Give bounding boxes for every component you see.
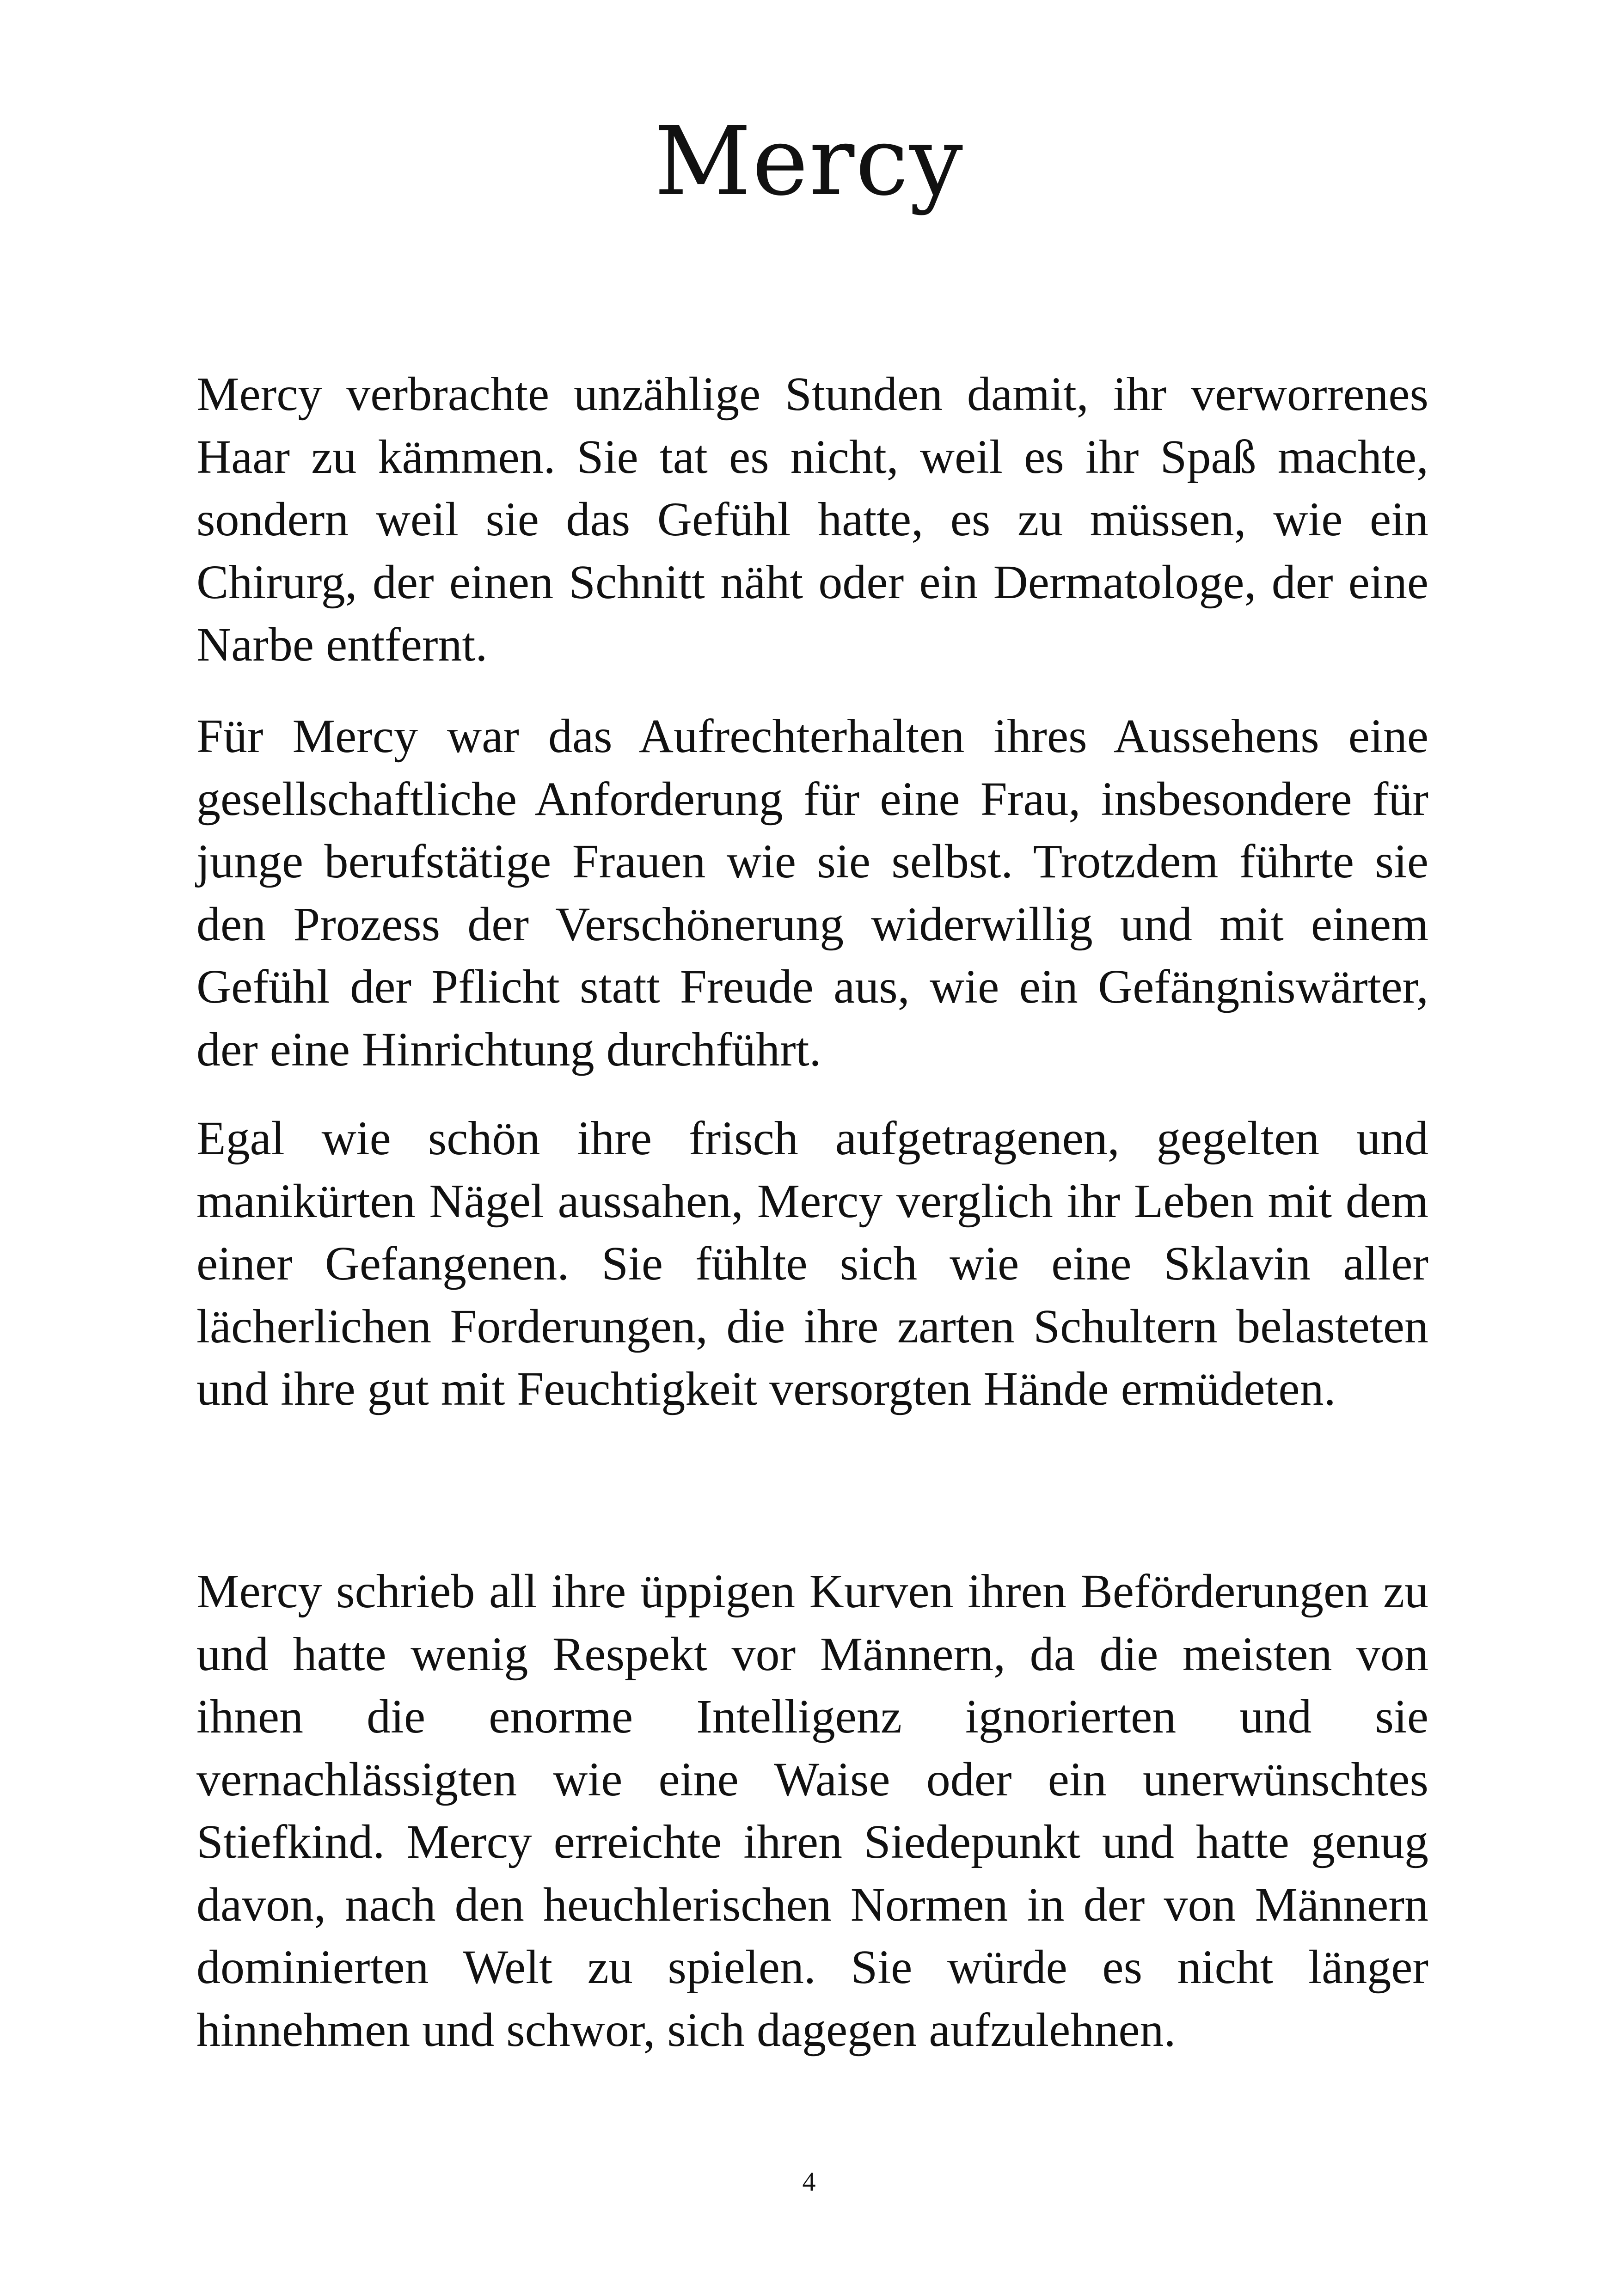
paragraph-3: Egal wie schön ihre frisch aufgetragenen, gegelten und manikürten Nägel aussahen, Mercy verglich ihr Leben mit dem einer Gefangenen. Sie fühlte sich wie eine Sklavin aller lächerlichen Forderungen, die ihre zarten Schultern belasteten und ihre gut mit Feuchtigkeit versorgten Hände ermüdeten. [196,1112,1428,1415]
page-title: Mercy [654,107,964,217]
paragraph-1: Mercy verbrachte unzählige Stunden damit, ihr verworrenes Haar zu kämmen. Sie tat es nicht, weil es ihr Spaß machte, sondern weil sie das Gefühl hatte, es zu müssen, wie ein Chirurg, der einen Schnitt näht oder ein Dermatologe, der eine Narbe entfernt. [196,367,1428,671]
paragraph-4: Mercy schrieb all ihre üppigen Kurven ihren Beförderungen zu und hatte wenig Respekt vor Männern, da die meisten von ihnen die enorme Intelligenz ignorierten und sie vernachlässigten wie eine Waise oder ein unerwünschtes Stiefkind. Mercy erreichte ihren Siedepunkt und hatte genug davon, nach den heuchlerischen Normen in der von Männern dominierten Welt zu spielen. Sie würde es nicht länger hinnehmen und schwor, sich dagegen aufzulehnen. [196,1565,1428,2057]
page-number: 4 [802,2167,816,2197]
paragraph-2: Für Mercy war das Aufrechterhalten ihres Aussehens eine gesellschaftliche Anforderung für eine Frau, insbesondere für junge berufstätige Frauen wie sie selbst. Trotzdem führte sie den Prozess der Verschönerung widerwillig und mit einem Gefühl der Pflicht statt Freude aus, wie ein Gefängniswärter, der eine Hinrichtung durchführt. [196,710,1428,1076]
